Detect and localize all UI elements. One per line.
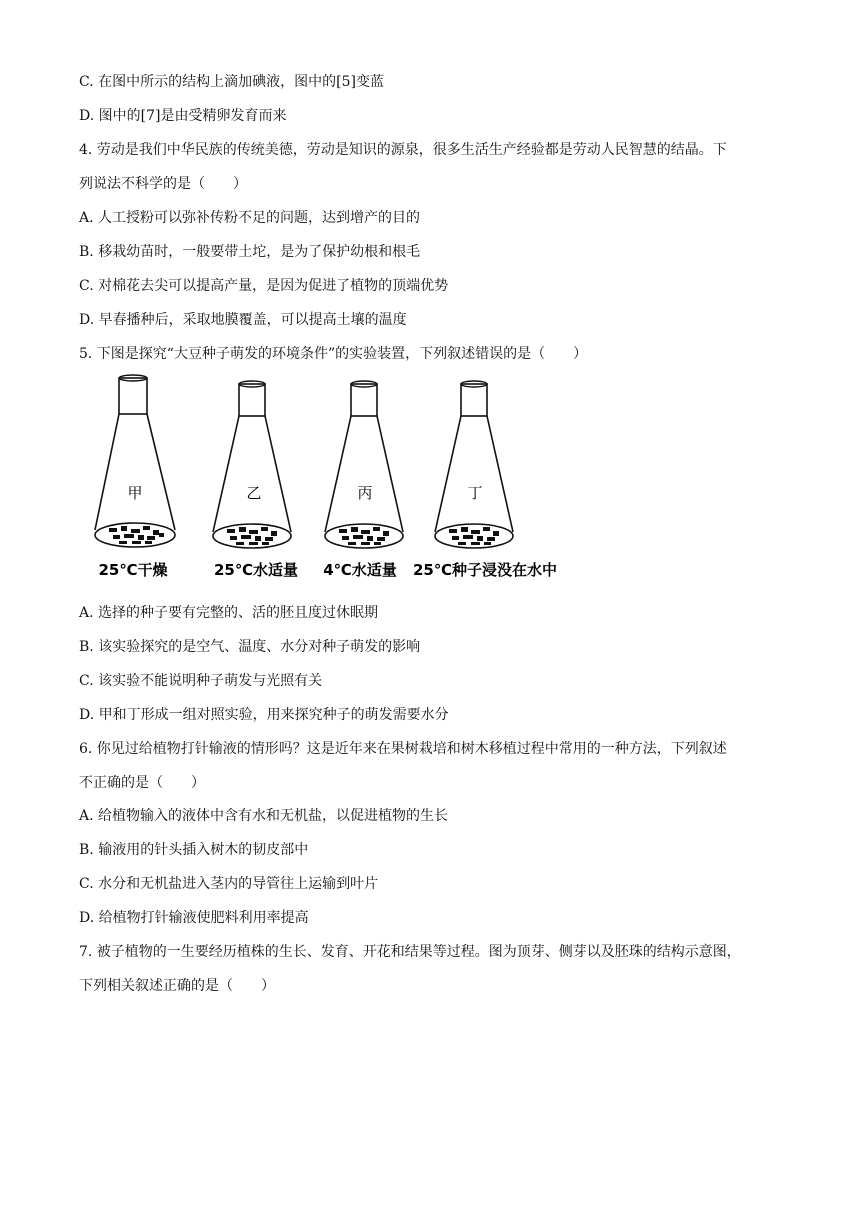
option-c-q6: C. 水分和无机盐进入茎内的导管往上运输到叶片 — [79, 876, 379, 892]
option-b-q5: B. 该实验探究的是空气、温度、水分对种子萌发的影响 — [79, 639, 421, 655]
flask-ding — [413, 381, 557, 579]
flask-jia-label: 甲 — [127, 484, 143, 502]
option-c-q3: C. 在图中所示的结构上滴加碘液，图中的[5]变蓝 — [79, 74, 384, 90]
option-c-q4: C. 对棉花去尖可以提高产量，是因为促进了植物的顶端优势 — [79, 278, 449, 294]
question-5-stem: 5. 下图是探究“大豆种子萌发的环境条件”的实验装置，下列叙述错误的是（ ） — [79, 346, 588, 362]
option-a-q4: A. 人工授粉可以弥补传粉不足的问题，达到增产的目的 — [79, 210, 421, 226]
option-d-q5: D. 甲和丁形成一组对照实验，用来探究种子的萌发需要水分 — [79, 707, 449, 723]
flask-jia-condition: 25℃干燥 — [98, 561, 168, 579]
option-d-q3: D. 图中的[7]是由受精卵发育而来 — [79, 108, 287, 124]
question-4-stem: 4. 劳动是我们中华民族的传统美德，劳动是知识的源泉，很多生活生产经验都是劳动人民智慧的结晶。下 — [79, 142, 727, 158]
option-b-q6: B. 输液用的针头插入树木的韧皮部中 — [79, 842, 309, 858]
option-b-q4: B. 移栽幼苗时，一般要带土坨，是为了保护幼根和根毛 — [79, 244, 421, 260]
question-7-stem-cont: 下列相关叙述正确的是（ ） — [79, 978, 275, 994]
option-d-q6: D. 给植物打针输液使肥料利用率提高 — [79, 910, 309, 926]
flask-bing — [323, 381, 403, 579]
question-7-stem: 7. 被子植物的一生要经历植株的生长、发育、开花和结果等过程。图为顶芽、侧芽以及胚珠的结构示意图， — [79, 944, 741, 960]
flask-yi-label: 乙 — [246, 484, 262, 502]
question-6-stem-cont: 不正确的是（ ） — [79, 775, 205, 791]
question-4-stem-cont: 列说法不科学的是（ ） — [79, 176, 247, 192]
flask-yi-condition: 25℃水适量 — [213, 561, 299, 579]
question-6-stem: 6. 你见过给植物打针输液的情形吗？这是近年来在果树栽培和树木移植过程中常用的一种方法，下列叙述 — [79, 741, 727, 757]
option-d-q4: D. 早春播种后，采取地膜覆盖，可以提高土壤的温度 — [79, 312, 407, 328]
flask-ding-label: 丁 — [467, 484, 483, 502]
flask-bing-condition: 4℃水适量 — [323, 561, 397, 579]
flask-jia — [95, 375, 175, 579]
seed-germination-figure — [79, 370, 599, 585]
flask-yi — [213, 381, 298, 579]
flask-ding-condition: 25℃种子浸没在水中 — [412, 561, 558, 579]
option-a-q6: A. 给植物输入的液体中含有水和无机盐，以促进植物的生长 — [79, 808, 449, 824]
flask-bing-label: 丙 — [357, 484, 373, 502]
option-c-q5: C. 该实验不能说明种子萌发与光照有关 — [79, 673, 323, 689]
option-a-q5: A. 选择的种子要有完整的、活的胚且度过休眠期 — [79, 605, 379, 621]
